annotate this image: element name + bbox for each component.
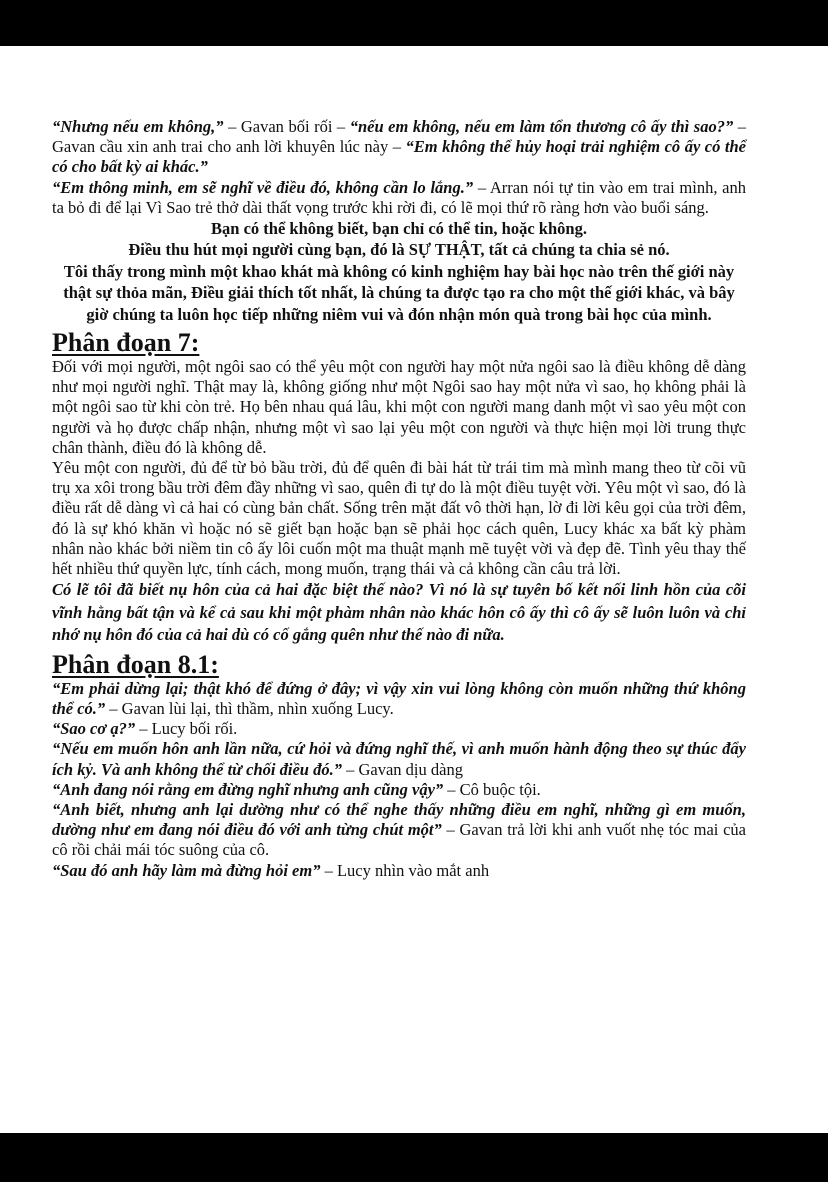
dialogue-line-4 [52, 780, 746, 800]
document-page [52, 117, 746, 881]
section-8-1-heading: Phân đoạn 8.1: [52, 649, 219, 679]
dialogue-quote: “Nếu em muốn hôn anh lần nữa, cứ hỏi và đứng nghĩ thế, vì anh muốn hành động theo sự thúc đẩy ích kỷ. Và anh không thể từ chối điều đó.” [52, 739, 746, 779]
dialogue-quote: “Em phải dừng lại; thật khó để đứng ở đây; vì vậy xin vui lòng không còn muốn những thứ không thể có.” [52, 678, 746, 718]
dialogue-quote: “Sau đó anh hãy làm mà đừng hỏi em” [52, 860, 321, 880]
narration: – Gavan cầu xin anh trai cho anh lời khuyên lúc này – [52, 117, 746, 157]
narration: – Cô buộc tội. [443, 779, 541, 799]
top-black-bar [0, 0, 828, 46]
intro-paragraph-1 [52, 117, 746, 178]
dialogue-line-5 [52, 800, 746, 861]
dialogue-line-3 [52, 739, 746, 779]
dialogue-quote: “Nhưng nếu em không,” [52, 117, 224, 136]
dialogue-quote: “nếu em không, nếu em làm tổn thương cô ấy thì sao?” [349, 117, 734, 136]
centered-line-2: Điều thu hút mọi người cùng bạn, đó là SỰ THẬT, tất cả chúng ta chia sẻ nó. [128, 240, 670, 260]
narration: – Lucy bối rối. [135, 719, 238, 739]
dialogue-line-1 [52, 679, 746, 719]
narration: – Gavan dịu dàng [341, 759, 463, 779]
narration: – Arran nói tự tin vào em trai mình, anh ta bỏ đi để lại Vì Sao trẻ thở dài thất vọng trước khi rời đi, có lẽ mọi thứ rõ ràng hơn vào buổi sáng. [52, 177, 746, 217]
narration: – Gavan trả lời khi anh vuốt nhẹ tóc mai của cô rồi chải mái tóc suông của cô. [52, 820, 746, 860]
section-7-paragraph-2: Yêu một con người, đủ để từ bỏ bầu trời, đủ để quên đi bài hát từ trái tim mà mình mang theo từ cõi vũ trụ xa xôi trong bầu trời đêm đầy những vì sao, quên đi tự do là một điều tuyệt vời. Yêu một vì sao, đó là điều rất dễ dàng vì cả hai có cùng bản chất. Sống trên mặt đất vô thời hạn, lờ đi lời kêu gọi của trời đêm, đó là sự khó khăn vì hoặc nó sẽ giết bạn hoặc bạn sẽ phải học cách quên, Lucy khác xa bất kỳ phàm nhân nào khác bởi niềm tin cô ấy lôi cuốn một ma thuật mạnh mẽ tuyệt vời và đẹp đẽ. Tình yêu thay thế hết nhiều thứ quyền lực, tính cách, mong muốn, trạng thái và cả không cần câu trả lời. [52, 458, 746, 579]
intro-paragraph-2 [52, 178, 746, 218]
bottom-black-bar [0, 1133, 828, 1182]
centered-line-3: Tôi thấy trong mình một khao khát mà không có kinh nghiệm hay bài học nào trên thế giới này thật sự thỏa mãn, Điều giải thích tốt nhất, là chúng ta được tạo ra cho một thế giới khác, và bây giờ chúng ta luôn học tiếp những niêm vui và đón nhận món quà trong bài học của mình. [63, 261, 735, 324]
narration: – Lucy nhìn vào mắt anh [320, 860, 490, 880]
centered-line-1: Bạn có thể không biết, bạn chỉ có thể tin, hoặc không. [211, 219, 587, 239]
dialogue-quote: “Anh đang nói rằng em đừng nghĩ nhưng anh cũng vậy” [52, 779, 444, 799]
section-7-paragraph-1: Đối với mọi người, một ngôi sao có thể yêu một con người hay một nửa ngôi sao là điều không dễ dàng như mọi người nghĩ. Thật may là, không giống như một Ngôi sao hay một nửa vì sao, họ không phải là một ngôi sao từ khi còn trẻ. Họ bên nhau quá lâu, khi một con người mang danh một vì sao yêu một con người và họ được chấp nhận, nhưng một vì sao lại yêu một con người và thực hiện mọi lời trung thực chân thành, điều đó là không dễ. [52, 357, 746, 457]
narration: – Gavan lùi lại, thì thầm, nhìn xuống Lucy. [105, 698, 394, 718]
narration: – Gavan bối rối – [223, 117, 350, 136]
dialogue-line-6 [52, 861, 746, 881]
dialogue-line-2 [52, 719, 746, 739]
section-7-heading: Phân đoạn 7: [52, 328, 200, 358]
dialogue-quote: “Em thông minh, em sẽ nghĩ về điều đó, không cần lo lắng.” [52, 177, 474, 197]
dialogue-quote: “Anh biết, nhưng anh lại dường như có thể nghe thấy những điều em nghĩ, những gì em muốn, dường như em đang nói điều đó với anh từng chút một” [52, 800, 746, 840]
section-7-paragraph-3: Có lẽ tôi đã biết nụ hôn của cả hai đặc biệt thế nào? Vì nó là sự tuyên bố kết nối linh hồn của cõi vĩnh hằng bất tận và kể cả sau khi một phàm nhân nào khác hôn cô ấy thì cô ấy sẽ luôn luôn và chỉ nhớ nụ hôn đó của cả hai dù có cố gắng quên như thế nào đi nữa. [52, 580, 746, 645]
dialogue-quote: “Em không thể hủy hoại trải nghiệm cô ấy có thể có cho bất kỳ ai khác.” [52, 137, 746, 177]
dialogue-quote: “Sao cơ ạ?” [52, 719, 136, 739]
